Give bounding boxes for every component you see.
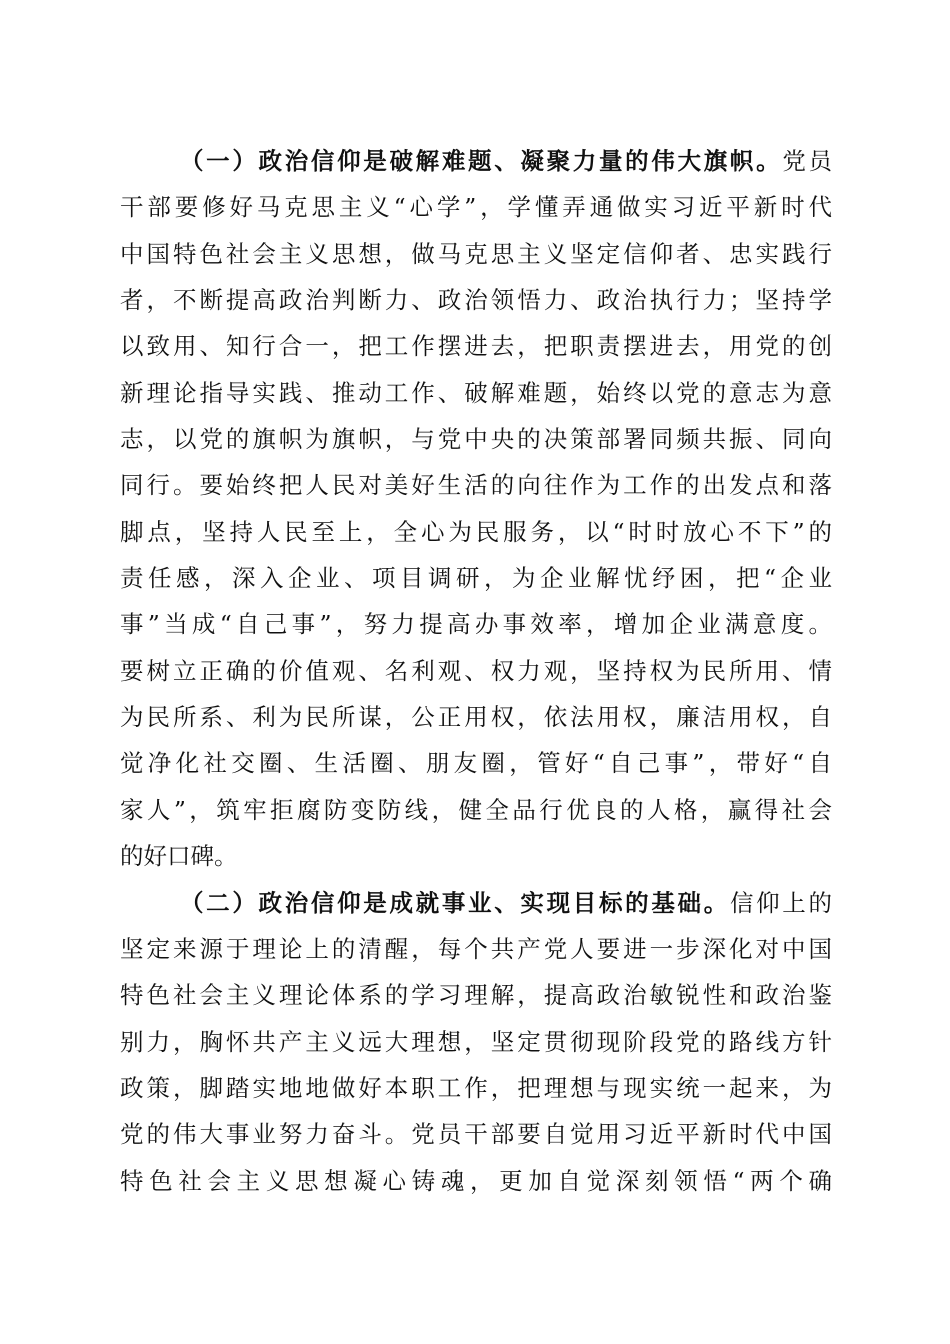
paragraph-2-line: 别力，胸怀共产主义远大理想，坚定贯彻现阶段党的路线方针 [120, 1027, 832, 1056]
paragraph-1-line: 觉净化社交圈、生活圈、朋友圈，管好“自己事”，带好“自 [120, 749, 832, 778]
document-page [120, 138, 832, 1204]
paragraph-1-line: 同行。要始终把人民对美好生活的向往作为工作的出发点和落 [120, 471, 832, 500]
paragraph-2-first-line [120, 880, 832, 926]
paragraph-2-line: 政策，脚踏实地地做好本职工作，把理想与现实统一起来，为 [120, 1073, 832, 1102]
paragraph-1-line: 事”当成“自己事”，努力提高办事效率，增加企业满意度。 [120, 610, 832, 639]
paragraph-1-line: 脚点，坚持人民至上，全心为民服务，以“时时放心不下”的 [120, 517, 832, 546]
paragraph-1-first-line [120, 138, 832, 184]
paragraph-1-line: 干部要修好马克思主义“心学”，学懂弄通做实习近平新时代 [120, 193, 832, 222]
paragraph-1-line: 要树立正确的价值观、名利观、权力观，坚持权为民所用、情 [120, 656, 832, 685]
paragraph-1-line: 家人”，筑牢拒腐防变防线，健全品行优良的人格，赢得社会 [120, 795, 832, 824]
paragraph-2 [120, 880, 832, 1204]
paragraph-1-line: 为民所系、利为民所谋，公正用权，依法用权，廉洁用权，自 [120, 703, 832, 732]
paragraph-1-heading: （一）政治信仰是破解难题、凝聚力量的伟大旗帜。 [180, 147, 783, 175]
paragraph-1-line: 新理论指导实践、推动工作、破解难题，始终以党的意志为意 [120, 378, 832, 407]
paragraph-1-line: 中国特色社会主义思想，做马克思主义坚定信仰者、忠实践行 [120, 239, 832, 268]
paragraph-2-line: 坚定来源于理论上的清醒，每个共产党人要进一步深化对中国 [120, 934, 832, 963]
paragraph-1 [120, 138, 832, 880]
paragraph-2-line: 党的伟大事业努力奋斗。党员干部要自觉用习近平新时代中国 [120, 1120, 832, 1149]
paragraph-2-line: 特色社会主义思想凝心铸魂，更加自觉深刻领悟“两个确 [120, 1166, 832, 1195]
paragraph-1-line: 以致用、知行合一，把工作摆进去，把职责摆进去，用党的创 [120, 332, 832, 361]
paragraph-1-line: 的好口碑。 [120, 842, 238, 871]
paragraph-1-line: 责任感，深入企业、项目调研，为企业解忧纾困，把“企业 [120, 564, 832, 593]
paragraph-1-lead: 党员 [782, 147, 832, 175]
paragraph-2-lead: 信仰上的 [729, 888, 832, 917]
paragraph-1-line: 者，不断提高政治判断力、政治领悟力、政治执行力；坚持学 [120, 286, 832, 315]
paragraph-2-heading: （二）政治信仰是成就事业、实现目标的基础。 [180, 888, 730, 917]
paragraph-2-line: 特色社会主义理论体系的学习理解，提高政治敏锐性和政治鉴 [120, 981, 832, 1010]
paragraph-1-line: 志，以党的旗帜为旗帜，与党中央的决策部署同频共振、同向 [120, 425, 832, 454]
